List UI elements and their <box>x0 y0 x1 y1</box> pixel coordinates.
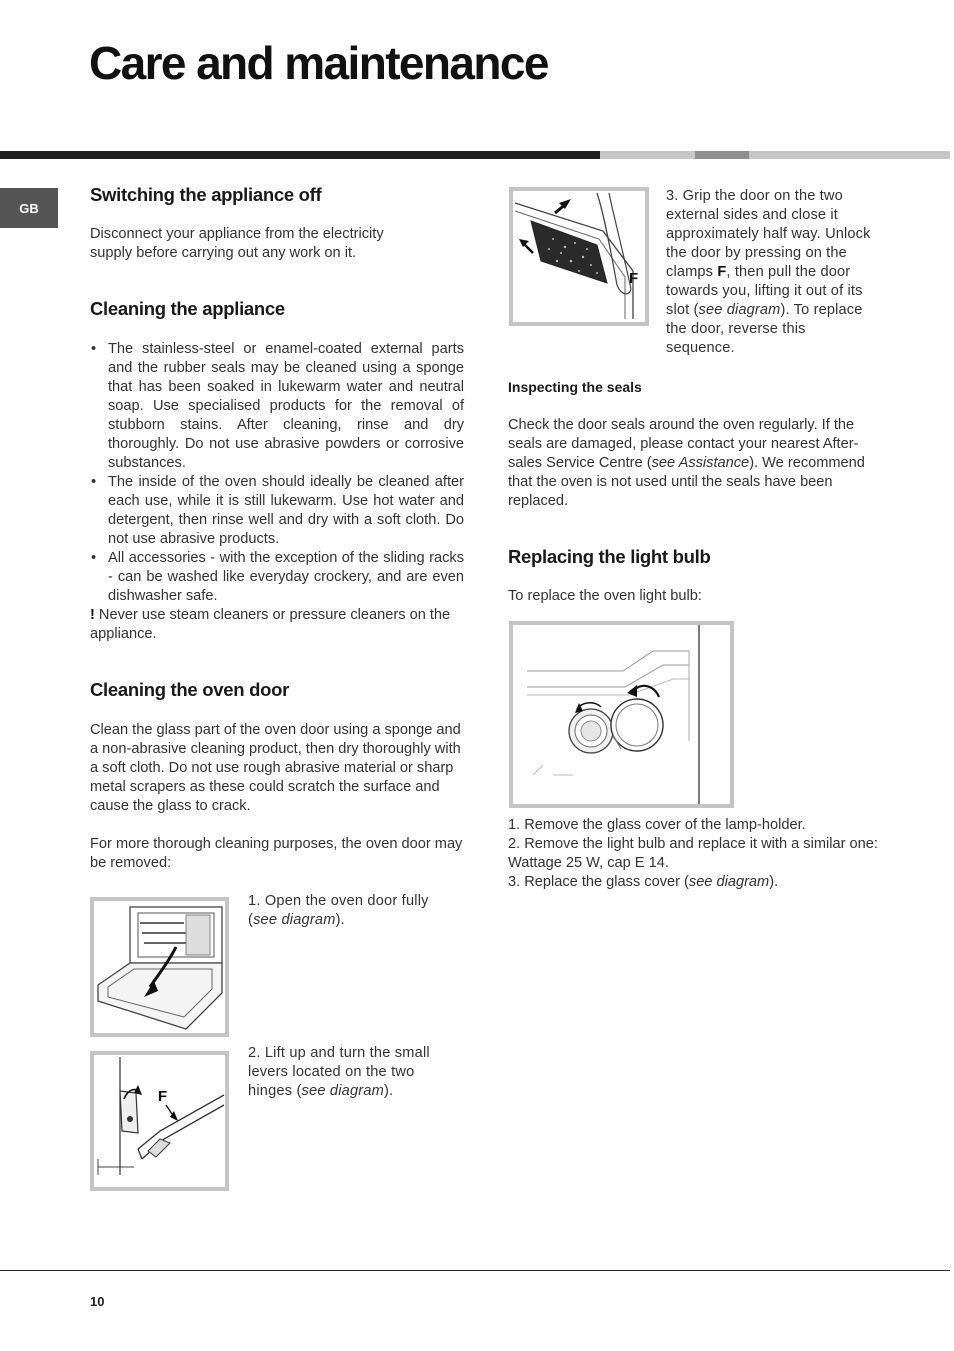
seals-reference: see Assistance <box>651 455 750 471</box>
bulb-step3-reference: see diagram <box>688 874 770 890</box>
figure-light-bulb <box>509 621 734 808</box>
label-f: F <box>158 1088 168 1105</box>
figure-hinge-levers <box>90 1051 229 1191</box>
step2-reference: see diagram <box>301 1083 385 1099</box>
bulb-step3-b: ). <box>769 874 779 890</box>
header-rule-light-end <box>749 151 950 159</box>
figure-open-door <box>90 897 229 1037</box>
list-item: • All accessories - with the exception of the sliding racks - can be washed like everyday crockery, and are even dishwasher safe. <box>90 549 464 606</box>
seals-text-b: ). We recommend that the oven is not used until the seals have been replaced. <box>508 455 865 509</box>
bulb-step-2: 2. Remove the light bulb and replace it with a similar one: Wattage 25 W, cap E 14. <box>508 836 878 871</box>
bulb-intro: To replace the oven light bulb: <box>508 588 702 604</box>
step2-text <box>248 1044 460 1101</box>
figure-remove-door <box>509 187 649 326</box>
step3-reference: see diagram <box>698 302 781 318</box>
bulb-step-3 <box>508 873 884 892</box>
label-f: F <box>629 270 639 287</box>
heading-inspecting-seals: Inspecting the seals <box>508 379 642 395</box>
step1-label: 1. Open the oven door fully ( <box>248 893 429 928</box>
step3-part-c: ). To replace the door, reverse this sequence. <box>666 302 863 356</box>
remove-door-illustration <box>513 191 645 322</box>
warning-mark: ! <box>90 607 95 623</box>
hinge-illustration <box>94 1055 225 1187</box>
step3-clamp-label: F <box>717 264 727 280</box>
step3-part-b: , then pull the door towards you, lifting it out of its slot ( <box>666 264 863 318</box>
warning-text: Never use steam cleaners or pressure cleaners on the appliance. <box>90 607 451 642</box>
list-item: • The inside of the oven should ideally be cleaned after each use, while it is still lukewarm. Use hot water and detergent, then rinse well and dry with a soft cloth. Do not use abrasive products. <box>90 473 464 549</box>
door-text-1: Clean the glass part of the oven door using a sponge and a non-abrasive cleaning product, then dry thoroughly with a soft cloth. Do not use rough abrasive material or sharp metal scrapers as these could scratch the surface and cause the glass to crack. <box>90 722 461 814</box>
warning-note <box>90 606 464 644</box>
light-bulb-illustration <box>513 625 730 804</box>
seals-text <box>508 416 878 511</box>
heading-switching-off: Switching the appliance off <box>90 184 322 205</box>
heading-cleaning-appliance: Cleaning the appliance <box>90 298 285 319</box>
header-rule-mid <box>695 151 749 159</box>
heading-cleaning-door: Cleaning the oven door <box>90 679 289 700</box>
footer-rule <box>0 1270 950 1271</box>
language-tab: GB <box>0 188 58 228</box>
door-text-2: For more thorough cleaning purposes, the oven door may be removed: <box>90 836 463 871</box>
header-rule-dark <box>0 151 600 159</box>
step1-text <box>248 892 458 930</box>
step2-label: 2. Lift up and turn the small levers located on the two hinges ( <box>248 1045 430 1099</box>
cleaning-bullets <box>90 340 464 606</box>
heading-replacing-bulb: Replacing the light bulb <box>508 546 711 567</box>
bulb-step3-a: 3. Replace the glass cover ( <box>508 874 689 890</box>
page-title: Care and maintenance <box>89 37 548 89</box>
seals-text-a: Check the door seals around the oven regularly. If the seals are damaged, please contact your nearest After-sales Service Centre ( <box>508 417 859 471</box>
step1-reference: see diagram <box>253 912 336 928</box>
header-rule-light <box>600 151 695 159</box>
open-door-illustration <box>94 901 225 1033</box>
step1-end: ). <box>335 912 345 928</box>
bulb-step-1: 1. Remove the glass cover of the lamp-holder. <box>508 817 806 833</box>
page-number: 10 <box>90 1294 105 1309</box>
step2-end: ). <box>384 1083 394 1099</box>
list-item: • The stainless-steel or enamel-coated external parts and the rubber seals may be cleaned using a sponge that has been soaked in lukewarm water and neutral soap. Use specialised products for the removal of stubborn stains. After cleaning, rinse and dry thoroughly. Do not use abrasive powders or corrosive substances. <box>90 340 464 473</box>
switching-off-text: Disconnect your appliance from the electricity supply before carrying out any work on it. <box>90 226 384 261</box>
step3-text <box>666 187 878 358</box>
step3-part-a: 3. Grip the door on the two external sides and close it approximately half way. Unlock the door by pressing on the clamps <box>666 188 871 280</box>
